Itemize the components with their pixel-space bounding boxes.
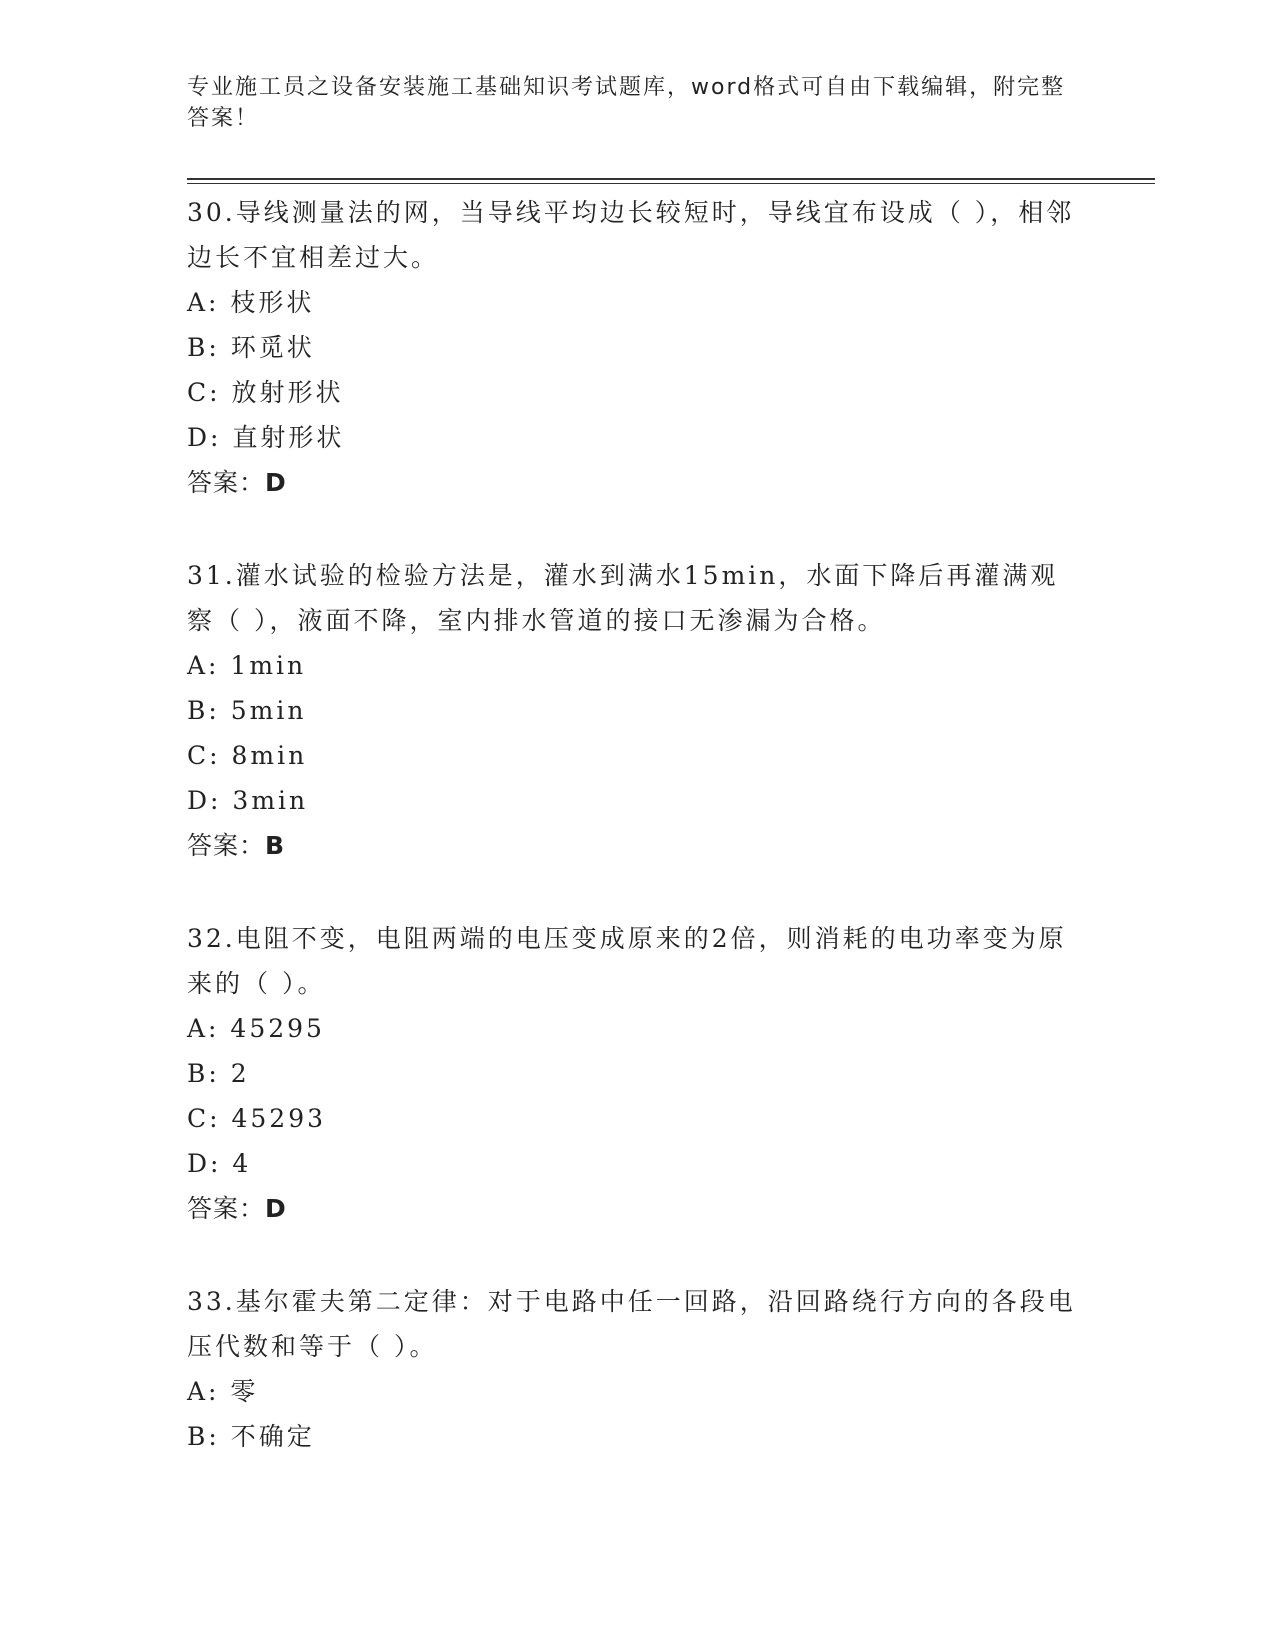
answer-value: D — [265, 468, 287, 497]
question-list — [187, 190, 1087, 1459]
question-spacer — [187, 505, 1087, 553]
option-b: B: 环觅状 — [187, 333, 315, 362]
question-text: 31.灌水试验的检验方法是，灌水到满水15min，水面下降后再灌满观察（ ），液面不降，室内排水管道的接口无渗漏为合格。 — [187, 561, 1059, 635]
question-spacer — [187, 1231, 1087, 1279]
document-header: 专业施工员之设备安装施工基础知识考试题库，word格式可自由下载编辑，附完整答案！ — [187, 75, 1066, 131]
option-d: D: 4 — [187, 1149, 252, 1178]
answer-label: 答案： — [187, 1194, 266, 1223]
answer-line — [187, 823, 1087, 868]
option-b: B: 5min — [187, 696, 307, 725]
answer-label: 答案： — [187, 468, 266, 497]
option-a: A: 1min — [187, 651, 307, 680]
answer-label: 答案： — [187, 831, 266, 860]
option-c: C: 45293 — [187, 1104, 327, 1133]
answer-line — [187, 1186, 1087, 1231]
question-30 — [187, 190, 1087, 505]
option-a: A: 枝形状 — [187, 288, 315, 317]
question-spacer — [187, 868, 1087, 916]
option-a: A: 零 — [187, 1377, 259, 1406]
question-text: 32.电阻不变，电阻两端的电压变成原来的2倍，则消耗的电功率变为原来的（ ）。 — [187, 924, 1067, 998]
question-32 — [187, 916, 1087, 1231]
option-c: C: 放射形状 — [187, 378, 344, 407]
question-text: 33.基尔霍夫第二定律：对于电路中任一回路，沿回路绕行方向的各段电压代数和等于（ ）。 — [187, 1287, 1076, 1361]
option-c: C: 8min — [187, 741, 308, 770]
option-b: B: 不确定 — [187, 1422, 315, 1451]
question-33 — [187, 1279, 1087, 1459]
answer-line — [187, 460, 1087, 505]
answer-value: D — [265, 1194, 287, 1223]
option-a: A: 45295 — [187, 1014, 325, 1043]
option-d: D: 直射形状 — [187, 423, 345, 452]
header-rule-thick — [187, 178, 1155, 180]
answer-value: B — [265, 831, 286, 860]
header-rule-thin — [187, 183, 1155, 184]
option-d: D: 3min — [187, 786, 309, 815]
question-31 — [187, 553, 1087, 868]
question-text: 30.导线测量法的网，当导线平均边长较短时，导线宜布设成（ ），相邻边长不宜相差过大。 — [187, 198, 1075, 272]
option-b: B: 2 — [187, 1059, 250, 1088]
